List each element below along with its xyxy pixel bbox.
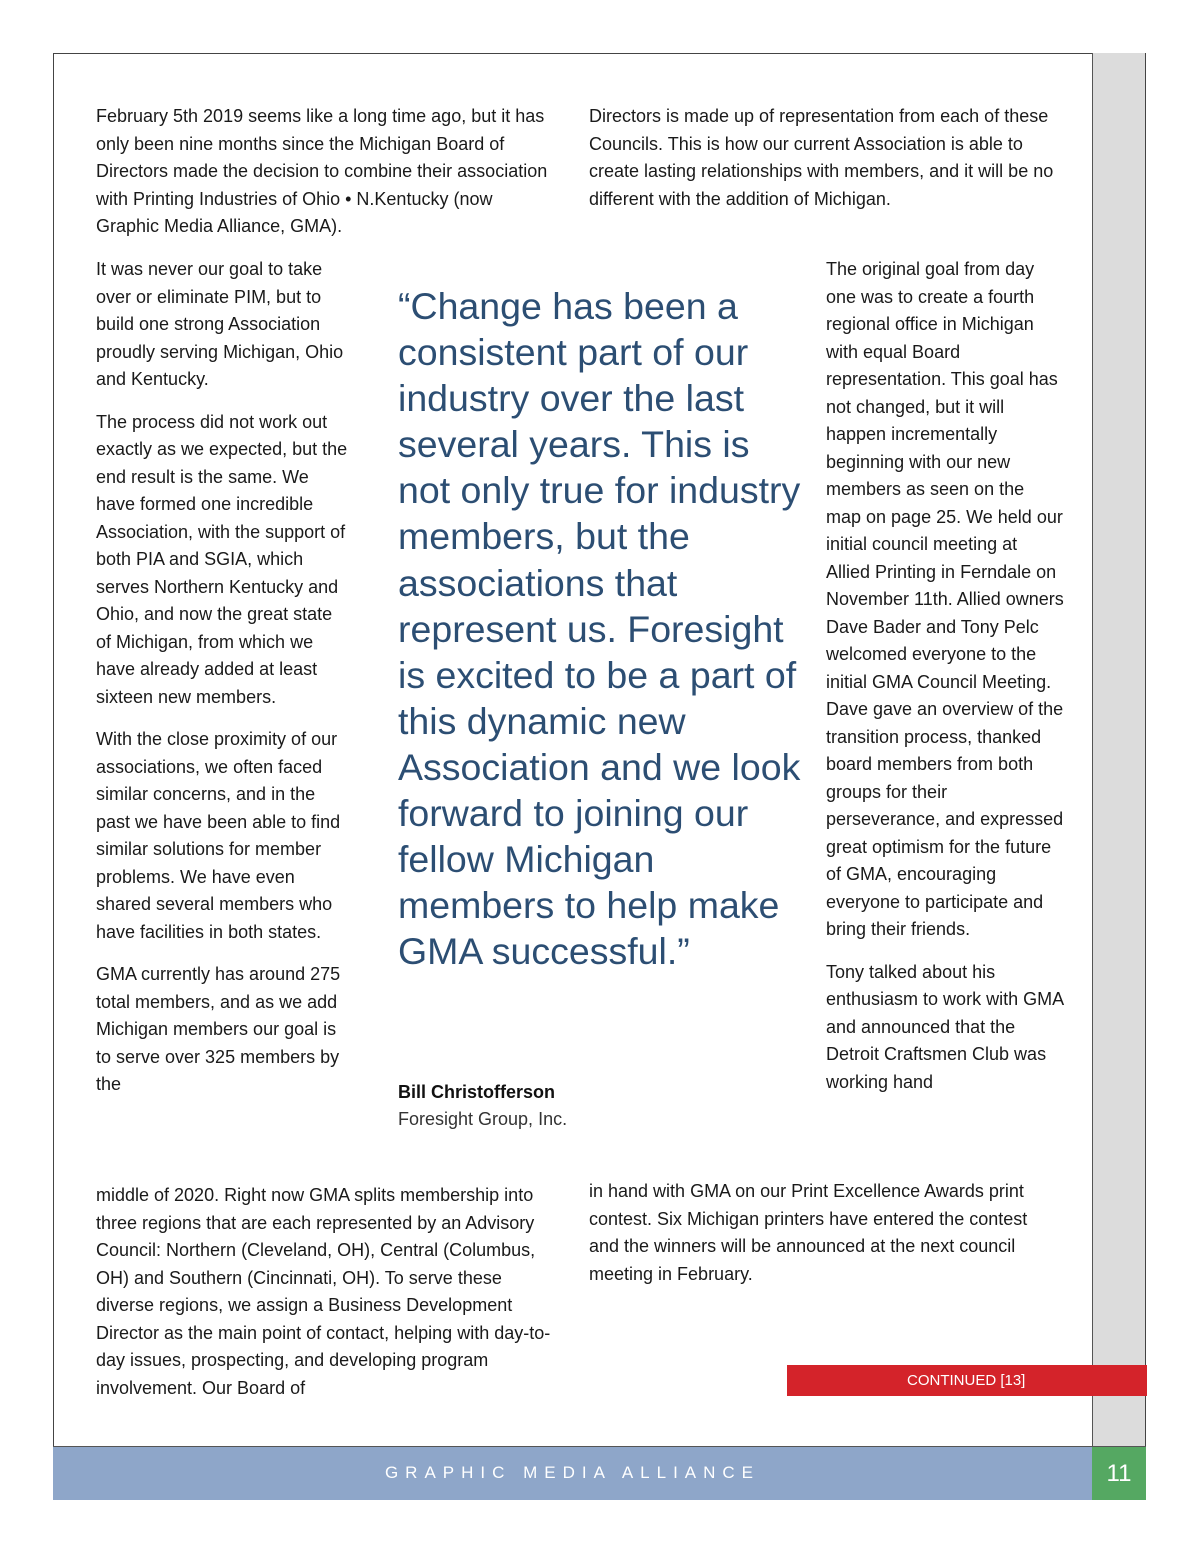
paragraph: Tony talked about his enthusiasm to work with GMA and announced that the Detroit Craftsmen Club was working hand	[826, 961, 1064, 1092]
article-left-bottom: middle of 2020. Right now GMA splits membership into three regions that are each represented by an Advisory Council: Northern (Cleveland, OH), Central (Columbus, OH) and Southern (Cincinnati, OH). To serve these diverse regions, we assign a Business Development Director as the main point of contact, helping with day-to-day issues, prospecting, and developing program involvement. Our Board of	[96, 1185, 551, 1398]
paragraph: It was never our goal to take over or eliminate PIM, but to build one strong Association proudly serving Michigan, Ohio and Kentucky.	[96, 259, 344, 389]
paragraph: The original goal from day one was to create a fourth regional office in Michigan with equal Board representation. This goal has not changed, but it will happen incrementally beginning with our new members as seen on the map on page 25. We held our initial council meeting at Allied Printing in Ferndale on November 11th. Allied owners Dave Bader and Tony Pelc welcomed everyone to the initial GMA Council Meeting. Dave gave an overview of the transition process, thanked board members from both groups for their perseverance, and expressed great optimism for the future of GMA, encouraging everyone to participate and bring their friends.	[826, 259, 1064, 939]
quote-author: Bill Christofferson	[398, 1082, 556, 1102]
article-right-bottom: in hand with GMA on our Print Excellence Awards print contest. Six Michigan printers have entered the contest and the winners will be announced at the next council meeting in February.	[589, 1181, 1028, 1284]
pull-quote: “Change has been a consistent part of our industry over the last several years. This is not only true for industry members, but the associations that represent us. Foresight is excited to be a part of this dynamic new Association and we look forward to joining our fellow Michigan members to help make GMA successful.”	[398, 285, 801, 973]
paragraph: The process did not work out exactly as we expected, but the end result is the same. We have formed one incredible Association, with the support of both PIA and SGIA, which serves Northern Kentucky and Ohio, and now the great state of Michigan, from which we have already added at least sixteen new members.	[96, 411, 348, 707]
article-right-column	[826, 256, 1064, 1111]
paragraph: GMA currently has around 275 total members, and as we add Michigan members our goal is to serve over 325 members by the	[96, 964, 341, 1094]
article-column2-intro: Directors is made up of representation from each of these Councils. This is how our current Association is able to create lasting relationships with members, and it will be no different with the addition of Michigan.	[589, 106, 1054, 209]
continued-button[interactable]: CONTINUED [13]	[787, 1365, 1147, 1396]
page-number: 11	[1092, 1446, 1146, 1500]
article-column1-intro: February 5th 2019 seems like a long time ago, but it has only been nine months since the Michigan Board of Directors made the decision to combine their association with Printing Industries of Ohio • N.Kentucky (now Graphic Media Alliance, GMA).	[96, 106, 548, 236]
quote-organization: Foresight Group, Inc.	[398, 1109, 568, 1129]
paragraph: With the close proximity of our associations, we often faced similar concerns, and in the past we have been able to find similar solutions for member problems. We have even shared several members who have facilities in both states.	[96, 729, 341, 942]
article-left-column	[96, 256, 351, 1114]
side-strip	[1092, 53, 1146, 1446]
footer-publication-title: GRAPHIC MEDIA ALLIANCE	[384, 1463, 761, 1482]
